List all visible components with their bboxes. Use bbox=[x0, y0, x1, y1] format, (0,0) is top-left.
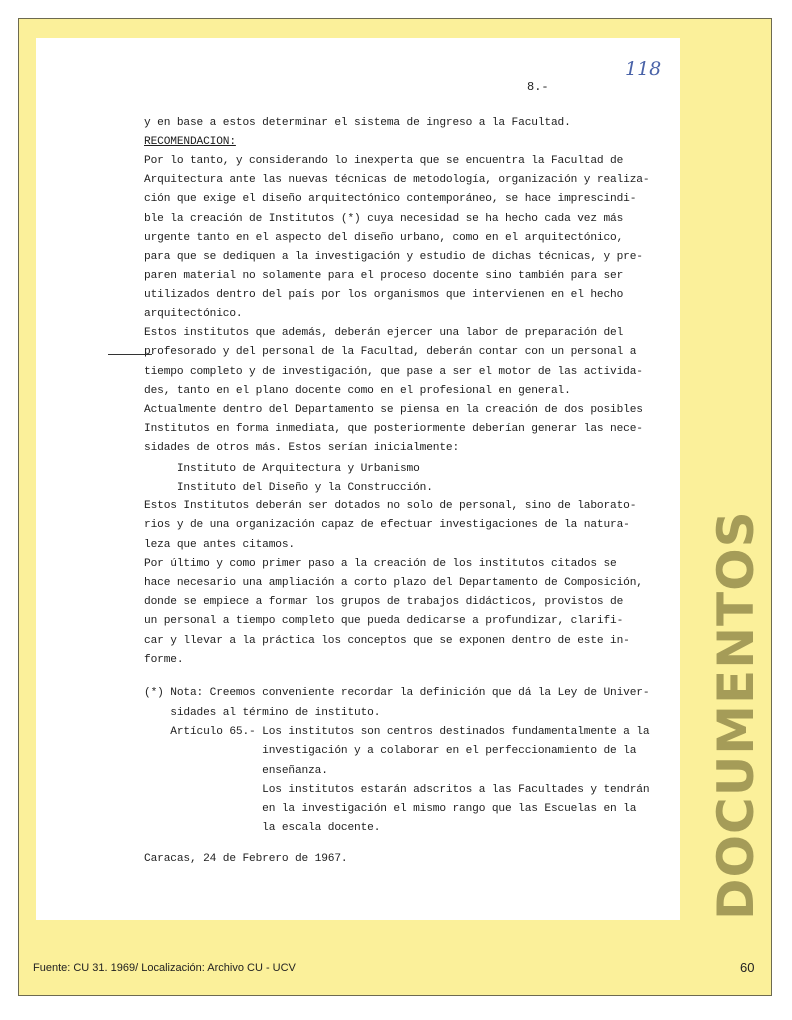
document-line: leza que antes citamos. bbox=[144, 539, 295, 551]
document-line: Arquitectura ante las nuevas técnicas de metodología, organización y realiza- bbox=[144, 174, 650, 186]
document-line: utilizados dentro del país por los organismos que intervienen en el hecho bbox=[144, 289, 624, 301]
document-line: Por lo tanto, y considerando lo inexperta que se encuentra la Facultad de bbox=[144, 155, 624, 167]
pen-mark bbox=[108, 354, 152, 355]
document-line: RECOMENDACION: bbox=[144, 136, 236, 148]
page-folio: 60 bbox=[740, 960, 755, 975]
document-line: Instituto de Arquitectura y Urbanismo bbox=[144, 463, 420, 475]
footnote-line: Artículo 65.- Los institutos son centros destinados fundamentalmente a la bbox=[144, 726, 650, 738]
document-line: forme. bbox=[144, 654, 184, 666]
document-line: donde se empiece a formar los grupos de trabajos didácticos, provistos de bbox=[144, 596, 624, 608]
footnote-line: sidades al término de instituto. bbox=[144, 707, 381, 719]
footnote-line: (*) Nota: Creemos conveniente recordar la definición que dá la Ley de Univer- bbox=[144, 687, 650, 699]
document-line: paren material no solamente para el proceso docente sino también para ser bbox=[144, 270, 624, 282]
document-line: Actualmente dentro del Departamento se piensa en la creación de dos posibles bbox=[144, 404, 643, 416]
document-line: Instituto del Diseño y la Construcción. bbox=[144, 482, 433, 494]
document-line: hace necesario una ampliación a corto plazo del Departamento de Composición, bbox=[144, 577, 643, 589]
document-line: Estos institutos que además, deberán ejercer una labor de preparación del bbox=[144, 327, 624, 339]
footnote-line: en la investigación el mismo rango que las Escuelas en la bbox=[144, 803, 637, 815]
document-line: rios y de una organización capaz de efectuar investigaciones de la natura- bbox=[144, 519, 630, 531]
document-line: ble la creación de Institutos (*) cuya necesidad se ha hecho cada vez más bbox=[144, 213, 624, 225]
document-line: Estos Institutos deberán ser dotados no solo de personal, sino de laborato- bbox=[144, 500, 637, 512]
document-line: para que se dediquen a la investigación y estudio de dichas técnicas, y pre- bbox=[144, 251, 643, 263]
footnote-line: la escala docente. bbox=[144, 822, 381, 834]
document-line: profesorado y del personal de la Facultad, deberán contar con un personal a bbox=[144, 346, 637, 358]
document-line: sidades de otros más. Estos serían inicialmente: bbox=[144, 442, 460, 454]
side-title: DOCUMENTOS bbox=[707, 510, 765, 920]
document-line: Institutos en forma inmediata, que posteriormente deberían generar las nece- bbox=[144, 423, 643, 435]
document-line: urgente tanto en el aspecto del diseño urbano, como en el arquitectónico, bbox=[144, 232, 624, 244]
footnote-line: Los institutos estarán adscritos a las Facultades y tendrán bbox=[144, 784, 650, 796]
document-line: un personal a tiempo completo que pueda dedicarse a profundizar, clarifi- bbox=[144, 615, 624, 627]
document-line: car y llevar a la práctica los conceptos que se exponen dentro de este in- bbox=[144, 635, 630, 647]
document-line: y en base a estos determinar el sistema de ingreso a la Facultad. bbox=[144, 117, 571, 129]
footnote-line: enseñanza. bbox=[144, 765, 328, 777]
handwritten-folio: 118 bbox=[625, 58, 662, 80]
source-caption: Fuente: CU 31. 1969/ Localización: Archivo CU - UCV bbox=[33, 962, 296, 974]
document-line: arquitectónico. bbox=[144, 308, 243, 320]
document-page-number: 8.- bbox=[527, 80, 549, 94]
date-line: Caracas, 24 de Febrero de 1967. bbox=[144, 853, 348, 865]
document-line: tiempo completo y de investigación, que pase a ser el motor de las activida- bbox=[144, 366, 643, 378]
footnote-line: investigación y a colaborar en el perfeccionamiento de la bbox=[144, 745, 637, 757]
document-line: des, tanto en el plano docente como en el profesional en general. bbox=[144, 385, 571, 397]
document-line: ción que exige el diseño arquitectónico contemporáneo, se hace imprescindi- bbox=[144, 193, 637, 205]
document-line: Por último y como primer paso a la creación de los institutos citados se bbox=[144, 558, 617, 570]
